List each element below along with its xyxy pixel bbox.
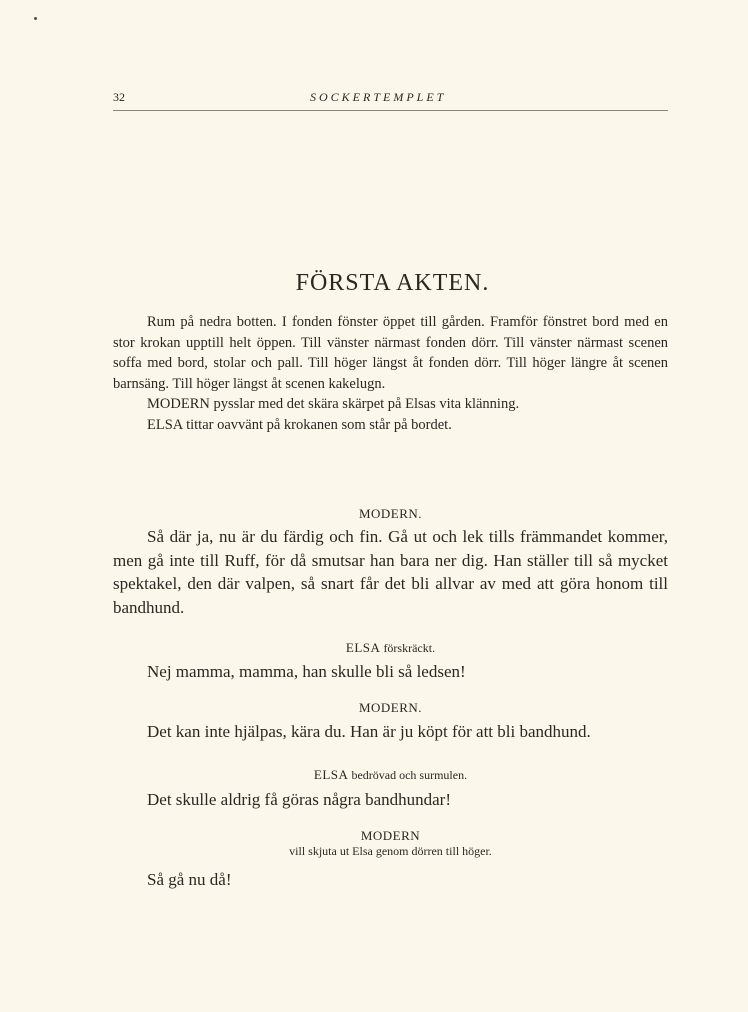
dialogue-line: Det skulle aldrig få göras några bandhundar!: [147, 790, 451, 809]
speaker-heading: [113, 700, 668, 716]
dialogue-line: Det kan inte hjälpas, kära du. Han är ju köpt för att bli bandhund.: [147, 722, 591, 741]
page-header: [113, 90, 668, 111]
modern-action: MODERN pysslar med det skära skärpet på Elsas vita klänning.: [147, 396, 520, 412]
speaker-note: förskräckt.: [383, 641, 436, 655]
speaker-name: MODERN.: [358, 506, 423, 521]
stage-directions: [113, 312, 668, 435]
speaker-name: MODERN.: [358, 700, 423, 715]
speaker-name: ELSA: [313, 767, 348, 782]
speaker-heading: [113, 506, 668, 522]
speck-mark: [34, 17, 37, 20]
act-title: FÖRSTA AKTEN.: [295, 270, 490, 296]
speaker-heading: [113, 828, 668, 859]
setting-description: Rum på nedra botten. I fonden fönster öppet till gården. Framför fönstret bord med en stor krokan upptill helt öppen. Till vänster närmast fonden dörr. Till vänster närmast scenen soffa med bord, stolar och pall. Till höger längst åt fonden dörr. Till höger längre åt scenen barnsäng. Till höger längst åt scenen kakelugn.: [113, 314, 668, 392]
dialogue-line: Så där ja, nu är du färdig och fin. Gå ut och lek tills främmandet kommer, men gå inte till Ruff, för då smutsar han bara ner dig. Han ställer till så mycket spektakel, den där valpen, så snart får det bli allvar av med att göra honom till bandhund.: [113, 527, 668, 617]
speaker-name: ELSA: [345, 640, 380, 655]
speaker-note: bedrövad och surmulen.: [351, 768, 468, 782]
page-number: 32: [113, 90, 125, 104]
speaker-note: vill skjuta ut Elsa genom dörren till höger.: [289, 844, 492, 858]
dialogue-line: Nej mamma, mamma, han skulle bli så ledsen!: [147, 662, 466, 681]
running-title: SOCKERTEMPLET: [310, 90, 447, 104]
elsa-action: ELSA tittar oavvänt på krokanen som står på bordet.: [147, 416, 452, 433]
speaker-heading: [113, 767, 668, 783]
dialogue-line: Så gå nu då!: [147, 870, 232, 889]
speaker-heading: [113, 640, 668, 656]
speaker-name: MODERN: [360, 828, 421, 843]
